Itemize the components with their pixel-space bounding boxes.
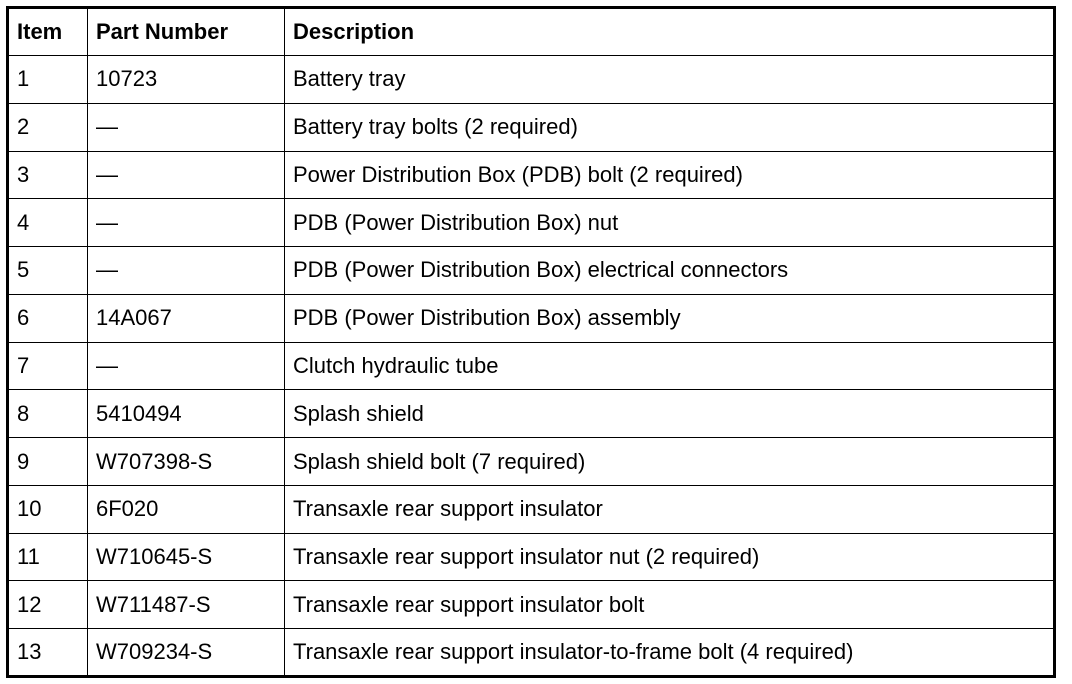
table-header-row [8, 8, 1055, 56]
cell-part-number: W709234-S [88, 629, 285, 677]
cell-part-number: — [88, 247, 285, 295]
table-row [8, 581, 1055, 629]
cell-item: 9 [8, 438, 88, 486]
cell-part-number: — [88, 199, 285, 247]
table-row [8, 247, 1055, 295]
cell-description: Transaxle rear support insulator-to-frame bolt (4 required) [285, 629, 1055, 677]
cell-part-number: W710645-S [88, 533, 285, 581]
parts-table [6, 6, 1056, 678]
cell-item: 4 [8, 199, 88, 247]
cell-part-number: 6F020 [88, 485, 285, 533]
cell-part-number: W711487-S [88, 581, 285, 629]
table-row [8, 438, 1055, 486]
table-row [8, 629, 1055, 677]
cell-item: 10 [8, 485, 88, 533]
cell-part-number: 10723 [88, 56, 285, 104]
cell-item: 5 [8, 247, 88, 295]
table-row [8, 533, 1055, 581]
table-row [8, 199, 1055, 247]
header-part-number: Part Number [88, 8, 285, 56]
cell-description: Splash shield [285, 390, 1055, 438]
cell-item: 7 [8, 342, 88, 390]
cell-description: Transaxle rear support insulator bolt [285, 581, 1055, 629]
cell-part-number: W707398-S [88, 438, 285, 486]
cell-description: Transaxle rear support insulator nut (2 required) [285, 533, 1055, 581]
cell-item: 13 [8, 629, 88, 677]
table-row [8, 294, 1055, 342]
cell-item: 11 [8, 533, 88, 581]
table-row [8, 103, 1055, 151]
cell-item: 12 [8, 581, 88, 629]
cell-item: 3 [8, 151, 88, 199]
cell-description: Transaxle rear support insulator [285, 485, 1055, 533]
cell-part-number: — [88, 342, 285, 390]
cell-description: PDB (Power Distribution Box) nut [285, 199, 1055, 247]
table-row [8, 56, 1055, 104]
header-description: Description [285, 8, 1055, 56]
cell-item: 6 [8, 294, 88, 342]
table-row [8, 151, 1055, 199]
header-item: Item [8, 8, 88, 56]
cell-item: 2 [8, 103, 88, 151]
cell-description: Battery tray [285, 56, 1055, 104]
cell-part-number: 14A067 [88, 294, 285, 342]
cell-description: PDB (Power Distribution Box) assembly [285, 294, 1055, 342]
cell-item: 1 [8, 56, 88, 104]
cell-description: Power Distribution Box (PDB) bolt (2 required) [285, 151, 1055, 199]
cell-part-number: 5410494 [88, 390, 285, 438]
cell-description: Battery tray bolts (2 required) [285, 103, 1055, 151]
table-row [8, 342, 1055, 390]
table-row [8, 485, 1055, 533]
cell-part-number: — [88, 103, 285, 151]
table-row [8, 390, 1055, 438]
cell-description: PDB (Power Distribution Box) electrical connectors [285, 247, 1055, 295]
cell-description: Clutch hydraulic tube [285, 342, 1055, 390]
cell-part-number: — [88, 151, 285, 199]
cell-item: 8 [8, 390, 88, 438]
cell-description: Splash shield bolt (7 required) [285, 438, 1055, 486]
